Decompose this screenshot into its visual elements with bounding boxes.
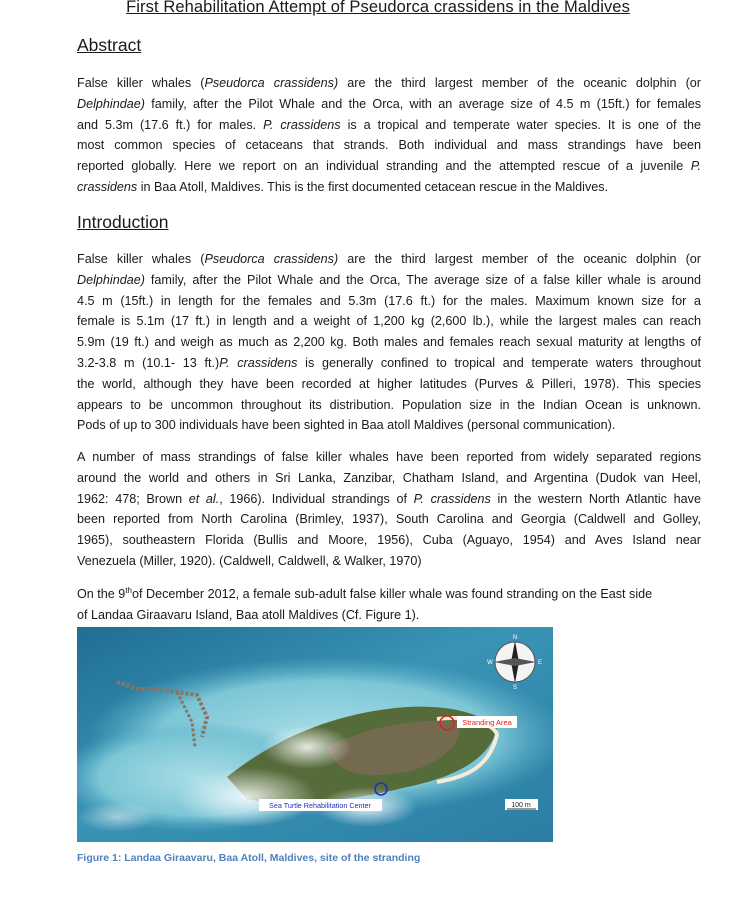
text-line: crassidens in Baa Atoll, Maldives. This is the first documented cetacean rescue in the Maldives. — [77, 179, 609, 194]
text-line: False killer whales (Pseudorca crassidens) are the third largest member of the oceanic dolphin (or — [77, 76, 701, 90]
compass-west-label: W — [487, 660, 493, 666]
text-line: around the world and others in Sri Lanka, Zanzibar, Chatham Island, and Argentina (Dudok van Heel, — [77, 470, 701, 485]
figure-caption: Figure 1: Landaa Giraavaru, Baa Atoll, Maldives, site of the stranding — [77, 852, 421, 864]
text-line: most common species of cetaceans that strands. Both individual and mass strandings have been — [77, 138, 701, 153]
text-line: 4.5 m (15ft.) in length for the females and 5.3m (17.6 ft.) for the males. Maximum known size for a — [77, 293, 701, 308]
text-line: appears to be uncommon throughout its distribution. Population size in the Indian Ocean is unknown. — [77, 397, 701, 412]
text-line: Pods of up to 300 individuals have been sighted in Baa atoll Maldives (personal communication). — [77, 418, 616, 433]
compass-east-label: E — [537, 660, 543, 666]
text-line: 1962: 478; Brown et al., 1966). Individual strandings of P. crassidens in the western North Atlantic have — [77, 491, 701, 506]
text-line: Delphindae) family, after the Pilot Whale and the Orca, with an average size of 4.5 m (15ft.) for females — [77, 96, 701, 111]
text-line: False killer whales (Pseudorca crassidens) are the third largest member of the oceanic dolphin (or — [77, 252, 701, 266]
text-line: of Landaa Giraavaru Island, Baa atoll Maldives (Cf. Figure 1). — [77, 607, 420, 622]
text-line: On the 9thof December 2012, a female sub-adult false killer whale was found stranding on the East side — [77, 586, 653, 601]
scale-label: 100 m — [511, 802, 531, 809]
rehab-center-label: Sea Turtle Rehabilitation Center — [269, 801, 371, 810]
figure-aerial-map — [77, 627, 553, 842]
text-line: the world, although they have been recorded at higher latitudes (Purves & Pilleri, 1978). This species — [77, 376, 701, 391]
aerial-map-image — [77, 627, 553, 842]
text-line: 1965), southeastern Florida (Bullis and Moore, 1956), Cuba (Aguayo, 1954) and Aves Island near — [77, 533, 701, 548]
text-line: and 5.3m (17.6 ft.) for males. P. crassidens is a tropical and temperate water species. It is one of the — [77, 117, 701, 132]
compass-south-label: S — [512, 685, 518, 691]
compass-north-label: N — [512, 635, 518, 641]
text-line: reported globally. Here we report on an individual stranding and the attempted rescue of a juvenile P. — [77, 159, 701, 174]
introduction-paragraph-1 — [77, 249, 701, 436]
text-line: 5.9m (19 ft.) and weigh as much as 2,200 kg. Both males and females reach sexual maturity at lengths of — [77, 335, 701, 350]
cloud — [262, 725, 352, 769]
introduction-paragraph-2 — [77, 447, 701, 572]
introduction-heading: Introduction — [77, 212, 169, 232]
text-line: A number of mass strandings of false killer whales have been reported from widely separated regions — [77, 450, 701, 464]
page-title: First Rehabilitation Attempt of Pseudorca crassidens in the Maldives — [126, 0, 630, 16]
text-line: Delphindae) family, after the Pilot Whale and the Orca, The average size of a false killer whale is around — [77, 272, 701, 287]
abstract-paragraph — [77, 73, 701, 198]
text-line: Venezuela (Miller, 1920). (Caldwell, Caldwell, & Walker, 1970) — [77, 553, 422, 568]
introduction-paragraph-3 — [77, 584, 701, 626]
text-line: been reported from North Carolina (Brimley, 1937), South Carolina and Georgia (Caldwell and Golley, — [77, 512, 701, 527]
stranding-label: Stranding Area — [462, 718, 512, 727]
text-line: female is 5.1m (17 ft.) in length and a weight of 1,200 kg (2,600 lb.), while the largest males can reach — [77, 314, 701, 329]
abstract-heading: Abstract — [77, 35, 142, 55]
text-line: 3.2-3.8 m (10.1- 13 ft.)P. crassidens is generally confined to tropical and temperate waters throughout — [77, 355, 701, 370]
